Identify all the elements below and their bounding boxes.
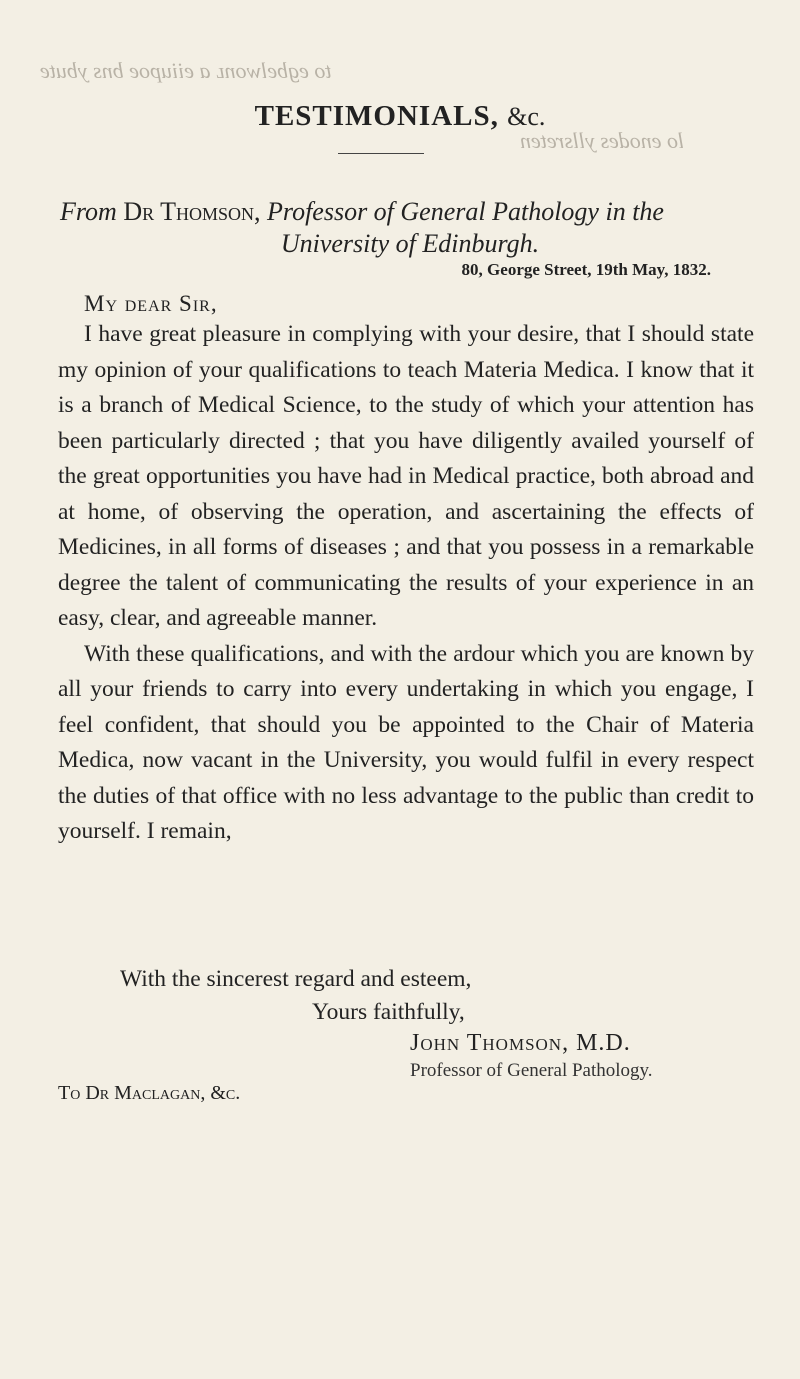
signature: John Thomson, M.D.: [410, 1030, 631, 1056]
from-title: Professor of General Pathology in the: [267, 197, 664, 226]
salutation: My dear Sir,: [84, 291, 218, 316]
heading-title: TESTIMONIALS,: [254, 100, 499, 132]
addressee: To Dr Maclagan, &c.: [58, 1082, 241, 1104]
paragraph-2: With these qualifications, and with the ardour which you are known by all your friends to carry into every undertaking in which you engage, I feel confident, that should you be appointed to the Chair of Materia Medica, now vacant in the University, you would fulfil in every respect the duties of that office with no less advantage to the public than credit to yourself. I remain,: [58, 640, 754, 844]
from-author: Dr Thomson,: [123, 197, 261, 226]
heading-divider: [338, 153, 424, 154]
closing-line-2: Yours faithfully,: [312, 999, 465, 1025]
from-institution: University of Edinburgh.: [280, 229, 540, 258]
letter-source: [60, 196, 760, 260]
signature-title: Professor of General Pathology.: [410, 1060, 653, 1081]
paragraph-1: I have great pleasure in complying with your desire, that I should state my opinion of your qualifications to teach Materia Medica. I know that it is a branch of Medical Science, to the study of which your attention has been particularly directed ; that you have diligently availed yourself of the great opportunities you have had in Medical practice, both abroad and at home, of observing the operation, and ascertaining the effects of Medicines, in all forms of diseases ; and that you possess in a remarkable degree the talent of communicating the results of your experience in an easy, clear, and agreeable manner.: [58, 321, 754, 631]
page-heading: [0, 100, 800, 133]
heading-suffix: &c.: [507, 102, 546, 131]
bleed-through-text: to egbelwonʟ a eiiupoe bns ybute: [40, 58, 332, 83]
letter-body: [58, 317, 754, 850]
bleed-through-text: lo enodes yllsreten: [520, 128, 685, 153]
from-lead: From: [60, 197, 117, 226]
dateline: 80, George Street, 19th May, 1832.: [461, 260, 711, 279]
closing-line-1: With the sincerest regard and esteem,: [120, 966, 472, 992]
